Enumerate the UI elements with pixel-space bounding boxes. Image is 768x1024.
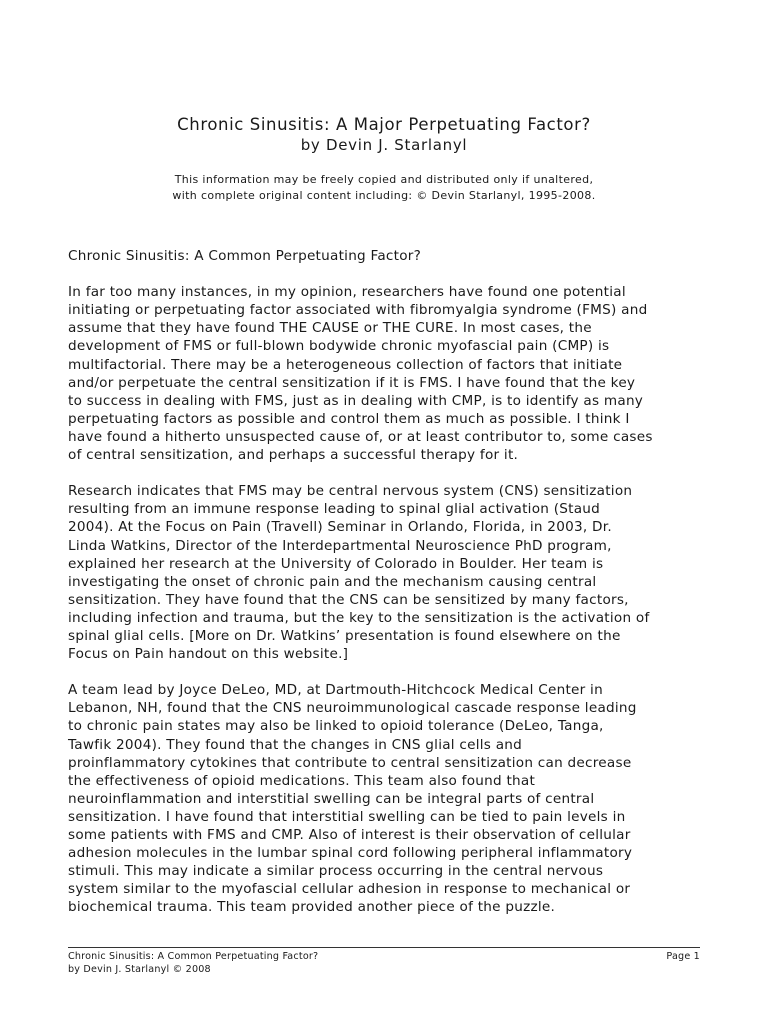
text-line: including infection and trauma, but the key to the sensitization is the activation of — [68, 609, 650, 626]
paragraph-1 — [68, 283, 708, 464]
text-line: resulting from an immune response leading to spinal glial activation (Staud — [68, 501, 601, 518]
text-line: explained her research at the University of Colorado in Boulder. Her team is — [68, 555, 604, 572]
text-line: A team lead by Joyce DeLeo, MD, at Dartmouth-Hitchcock Medical Center in — [68, 682, 603, 699]
text-line: Linda Watkins, Director of the Interdepartmental Neuroscience PhD program, — [68, 537, 612, 554]
text-line: Lebanon, NH, found that the CNS neuroimmunological cascade response leading — [68, 700, 637, 717]
text-line: adhesion molecules in the lumbar spinal cord following peripheral inflammatory — [68, 845, 633, 862]
text-line: proinflammatory cytokines that contribute to central sensitization can decrease — [68, 754, 632, 771]
text-line: perpetuating factors as possible and control them as much as possible. I think I — [68, 410, 630, 427]
text-line: of central sensitization, and perhaps a successful therapy for it. — [68, 447, 519, 464]
copyright-notice-line-2: with complete original content including: © Devin Starlanyl, 1995-2008. — [172, 189, 596, 202]
text-line: system similar to the myofascial cellular adhesion in response to mechanical or — [68, 881, 631, 898]
footer-divider — [68, 947, 700, 948]
text-line: the effectiveness of opioid medications. This team also found that — [68, 772, 536, 789]
text-line: sensitization. I have found that interstitial swelling can be tied to pain levels in — [68, 808, 626, 825]
text-line: have found a hitherto unsuspected cause of, or at least contributor to, some cases — [68, 428, 653, 445]
text-line: Focus on Pain handout on this website.] — [68, 646, 349, 663]
page-number: Page 1 — [666, 951, 700, 962]
text-line: Tawfik 2004). They found that the changes in CNS glial cells and — [68, 736, 523, 753]
copyright-notice — [0, 172, 768, 204]
text-line: assume that they have found THE CAUSE or THE CURE. In most cases, the — [68, 320, 592, 337]
author-byline: by Devin J. Starlanyl — [300, 136, 468, 154]
text-line: stimuli. This may indicate a similar process occurring in the central nervous — [68, 863, 604, 880]
copyright-notice-line-1: This information may be freely copied and distributed only if unaltered, — [174, 173, 594, 186]
footer-info — [68, 951, 318, 976]
document-title: Chronic Sinusitis: A Major Perpetuating Factor? — [177, 115, 591, 134]
paragraph-3 — [68, 681, 708, 916]
section-heading: Chronic Sinusitis: A Common Perpetuating Factor? — [68, 248, 422, 264]
footer-author: by Devin J. Starlanyl © 2008 — [68, 963, 211, 975]
text-line: sensitization. They have found that the CNS can be sensitized by many factors, — [68, 591, 629, 608]
text-line: to chronic pain states may also be linked to opioid tolerance (DeLeo, Tanga, — [68, 718, 604, 735]
text-line: spinal glial cells. [More on Dr. Watkins’ presentation is found elsewhere on the — [68, 627, 621, 644]
text-line: investigating the onset of chronic pain and the mechanism causing central — [68, 573, 597, 590]
text-line: biochemical trauma. This team provided another piece of the puzzle. — [68, 899, 556, 916]
footer-title: Chronic Sinusitis: A Common Perpetuating Factor? — [68, 951, 319, 962]
text-line: In far too many instances, in my opinion, researchers have found one potential — [68, 284, 626, 301]
text-line: development of FMS or full-blown bodywide chronic myofascial pain (CMP) is — [68, 338, 610, 355]
paragraph-2 — [68, 482, 708, 663]
text-line: initiating or perpetuating factor associated with fibromyalgia syndrome (FMS) and — [68, 302, 648, 319]
text-line: 2004). At the Focus on Pain (Travell) Seminar in Orlando, Florida, in 2003, Dr. — [68, 519, 612, 536]
text-line: multifactorial. There may be a heterogeneous collection of factors that initiate — [68, 356, 623, 373]
text-line: some patients with FMS and CMP. Also of interest is their observation of cellular — [68, 827, 631, 843]
text-line: and/or perpetuate the central sensitization if it is FMS. I have found that the key — [68, 374, 636, 391]
text-line: to success in dealing with FMS, just as in dealing with CMP, is to identify as many — [68, 392, 644, 409]
article-body — [68, 247, 708, 935]
text-line: neuroinflammation and interstitial swelling can be integral parts of central — [68, 790, 595, 807]
text-line: Research indicates that FMS may be central nervous system (CNS) sensitization — [68, 483, 633, 500]
